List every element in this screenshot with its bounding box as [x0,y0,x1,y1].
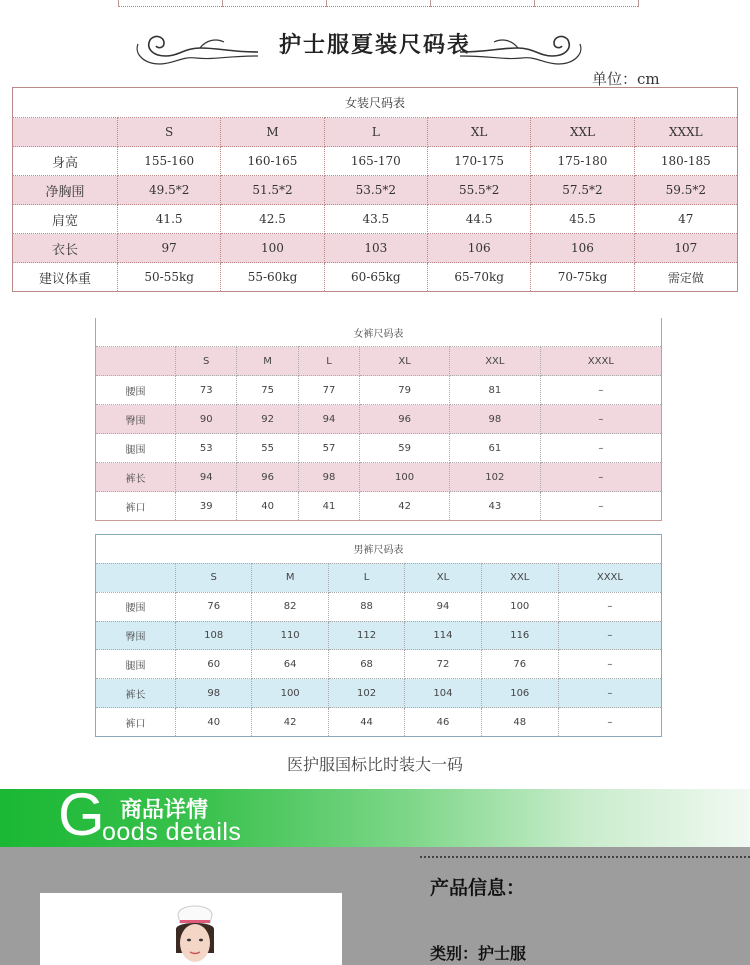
size-header: XXL [450,347,541,376]
table-row [13,176,738,205]
size-header-row [13,118,738,147]
cell: – [540,492,661,521]
table-row [96,650,662,679]
cell: 55.5*2 [427,176,530,205]
row-label: 腿围 [96,434,176,463]
cell: 94 [405,592,481,621]
table-row [96,708,662,737]
cell: 77 [298,376,359,405]
cell: – [540,434,661,463]
row-label: 衣长 [13,234,118,263]
cell: 100 [481,592,558,621]
right-flourish-icon [458,26,588,70]
cell: 47 [634,205,737,234]
cell: 110 [252,621,328,650]
cell: – [558,621,661,650]
cell: 60-65kg [324,263,427,292]
row-label: 肩宽 [13,205,118,234]
cell: 100 [252,679,328,708]
table-caption: 男裤尺码表 [96,535,662,564]
cell: – [540,463,661,492]
banner-title-cn: 商品详情 [120,798,209,823]
cell: 116 [481,621,558,650]
cell: 41 [298,492,359,521]
row-label: 腿围 [96,650,176,679]
table-row [96,492,662,521]
table-row [96,621,662,650]
page-title: 护士服夏装尺码表 [278,32,471,58]
size-header: XL [427,118,530,147]
size-header: XXXL [558,563,661,592]
row-label: 臀围 [96,405,176,434]
table-row [96,376,662,405]
size-header: L [324,118,427,147]
size-header: M [237,347,298,376]
cell: 64 [252,650,328,679]
table-row [96,463,662,492]
cell: 59.5*2 [634,176,737,205]
cell: 43 [450,492,541,521]
cell: 42 [252,708,328,737]
row-label: 净胸围 [13,176,118,205]
nurse-photo-icon [40,893,342,965]
cell: 39 [176,492,237,521]
cell: 98 [176,679,252,708]
cell: 175-180 [531,147,634,176]
cell: 79 [360,376,450,405]
cell: 45.5 [531,205,634,234]
cell: 94 [176,463,237,492]
cell: 65-70kg [427,263,530,292]
row-label: 腰围 [96,592,176,621]
product-photo [40,893,342,965]
row-label: 臀围 [96,621,176,650]
cell: 73 [176,376,237,405]
cell: 103 [324,234,427,263]
cell: 98 [298,463,359,492]
cell: 40 [176,708,252,737]
cell: 108 [176,621,252,650]
cell: 102 [328,679,404,708]
cell: 90 [176,405,237,434]
cell: 88 [328,592,404,621]
cell: 102 [450,463,541,492]
cell: 94 [298,405,359,434]
cell: 49.5*2 [118,176,221,205]
cell: 106 [427,234,530,263]
cell: 42.5 [221,205,324,234]
cell: – [558,592,661,621]
cell: 需定做 [634,263,737,292]
goods-details-banner [0,789,750,847]
product-info-panel [0,847,750,965]
cell: 76 [481,650,558,679]
cell: 50-55kg [118,263,221,292]
cell: 60 [176,650,252,679]
cell: 44.5 [427,205,530,234]
size-header: XXL [531,118,634,147]
table-row [13,205,738,234]
cell: 106 [531,234,634,263]
cell: 92 [237,405,298,434]
size-header: S [176,347,237,376]
men-pants-size-table [95,534,662,737]
size-header: M [221,118,324,147]
size-header: XXXL [540,347,661,376]
row-label: 裤口 [96,708,176,737]
row-label: 裤口 [96,492,176,521]
product-category: 类别：护士服 [430,944,527,963]
cell: 165-170 [324,147,427,176]
table-caption: 女裤尺码表 [96,318,662,347]
cell: 44 [328,708,404,737]
cell: 81 [450,376,541,405]
cell: 112 [328,621,404,650]
row-label: 裤长 [96,679,176,708]
cell: 68 [328,650,404,679]
product-info-heading: 产品信息： [430,877,526,899]
cell: – [558,650,661,679]
cell: 170-175 [427,147,530,176]
size-header-row [96,563,662,592]
cell: 61 [450,434,541,463]
size-header: L [298,347,359,376]
cell: 107 [634,234,737,263]
cell: – [540,376,661,405]
cell: 57.5*2 [531,176,634,205]
banner-title-en: oods details [102,818,242,846]
cell: 70-75kg [531,263,634,292]
cell: 114 [405,621,481,650]
cell: 57 [298,434,359,463]
cell: 53.5*2 [324,176,427,205]
cell: 46 [405,708,481,737]
cell: 40 [237,492,298,521]
cell: 100 [221,234,324,263]
size-header: XL [405,563,481,592]
cell: 180-185 [634,147,737,176]
table-row [13,234,738,263]
size-header: XXL [481,563,558,592]
size-header-row [96,347,662,376]
top-table-remnant [0,0,750,8]
women-top-size-table [12,87,738,292]
table-row [96,592,662,621]
cell: 97 [118,234,221,263]
women-pants-size-table [95,318,662,521]
cell: 55 [237,434,298,463]
size-header: L [328,563,404,592]
table-row [96,679,662,708]
size-header: S [176,563,252,592]
cell: 82 [252,592,328,621]
dotted-divider [420,856,750,858]
row-label: 腰围 [96,376,176,405]
cell: 72 [405,650,481,679]
row-label: 建议体重 [13,263,118,292]
cell: 155-160 [118,147,221,176]
cell: – [558,679,661,708]
table-row [96,434,662,463]
cell: 98 [450,405,541,434]
cell: 55-60kg [221,263,324,292]
row-label: 身高 [13,147,118,176]
cell: 104 [405,679,481,708]
cell: 100 [360,463,450,492]
cell: 42 [360,492,450,521]
size-header: S [118,118,221,147]
cell: 43.5 [324,205,427,234]
table-row [13,263,738,292]
table-caption: 女装尺码表 [13,88,738,118]
banner-big-letter: G [58,789,105,847]
unit-label: 单位：cm [592,70,660,88]
cell: 51.5*2 [221,176,324,205]
cell: 160-165 [221,147,324,176]
size-header: M [252,563,328,592]
cell: 53 [176,434,237,463]
table-row [96,405,662,434]
cell: 48 [481,708,558,737]
cell: – [558,708,661,737]
cell: 76 [176,592,252,621]
cell: 41.5 [118,205,221,234]
size-header: XXXL [634,118,737,147]
table-row [13,147,738,176]
cell: – [540,405,661,434]
cell: 96 [237,463,298,492]
cell: 96 [360,405,450,434]
row-label: 裤长 [96,463,176,492]
cell: 106 [481,679,558,708]
sizing-note: 医护服国标比时装大一码 [286,755,463,774]
cell: 59 [360,434,450,463]
cell: 75 [237,376,298,405]
size-header: XL [360,347,450,376]
